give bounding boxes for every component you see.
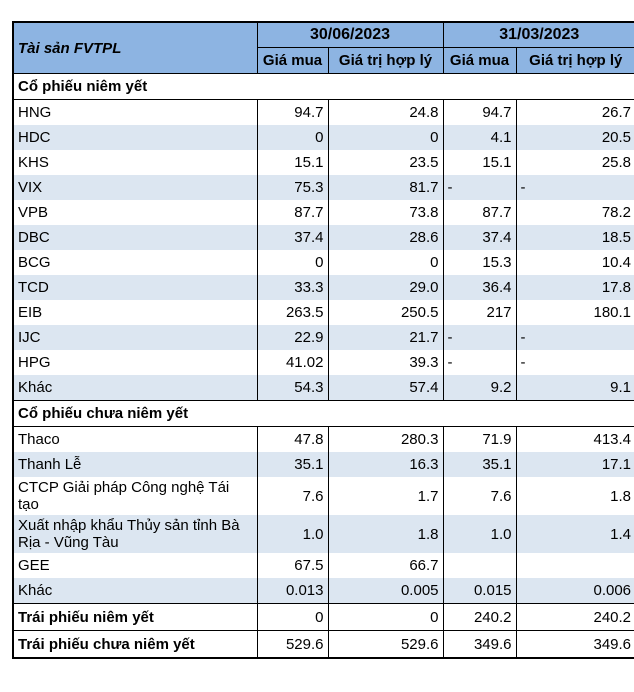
value-cell: 413.4: [516, 427, 634, 453]
table-row: [13, 631, 634, 659]
value-cell: -: [516, 175, 634, 200]
value-cell: 0.013: [257, 578, 328, 604]
table-row: [13, 452, 634, 477]
table-row: [13, 250, 634, 275]
value-cell: 21.7: [328, 325, 443, 350]
table-row: [13, 350, 634, 375]
value-cell: -: [516, 325, 634, 350]
value-cell: 23.5: [328, 150, 443, 175]
value-cell: 87.7: [257, 200, 328, 225]
table-row: [13, 578, 634, 604]
value-cell: 81.7: [328, 175, 443, 200]
period-header-30-06-2023: 30/06/2023: [257, 22, 443, 48]
value-cell: 47.8: [257, 427, 328, 453]
asset-label-cell: Thanh Lễ: [13, 452, 257, 477]
table-row: [13, 100, 634, 126]
asset-label-cell: GEE: [13, 553, 257, 578]
value-cell: 240.2: [516, 604, 634, 631]
table-header: [13, 22, 634, 74]
asset-label-cell: TCD: [13, 275, 257, 300]
asset-label-cell: VIX: [13, 175, 257, 200]
asset-label-cell: DBC: [13, 225, 257, 250]
value-cell: 1.8: [516, 477, 634, 515]
asset-label-cell: Xuất nhập khẩu Thủy sản tỉnh Bà Rịa - Vũng Tàu: [13, 515, 257, 553]
table-row: [13, 477, 634, 515]
value-cell: 280.3: [328, 427, 443, 453]
value-cell: 18.5: [516, 225, 634, 250]
table-row: [13, 125, 634, 150]
value-cell: 263.5: [257, 300, 328, 325]
value-cell: 25.8: [516, 150, 634, 175]
value-cell: 16.3: [328, 452, 443, 477]
value-cell: 39.3: [328, 350, 443, 375]
table-section: [13, 401, 634, 604]
value-cell: 36.4: [443, 275, 516, 300]
table-row: [13, 604, 634, 631]
value-cell: 20.5: [516, 125, 634, 150]
value-cell: 29.0: [328, 275, 443, 300]
value-cell: 0.005: [328, 578, 443, 604]
value-cell: -: [443, 325, 516, 350]
table-row: [13, 275, 634, 300]
asset-label-cell: HPG: [13, 350, 257, 375]
asset-label-cell: Khác: [13, 375, 257, 401]
value-cell: 78.2: [516, 200, 634, 225]
summary-section: [13, 604, 634, 659]
value-cell: [516, 553, 634, 578]
table-title: Tài sản FVTPL: [13, 22, 257, 74]
value-cell: 41.02: [257, 350, 328, 375]
value-cell: 1.0: [443, 515, 516, 553]
value-cell: 73.8: [328, 200, 443, 225]
asset-label-cell: HDC: [13, 125, 257, 150]
value-cell: 57.4: [328, 375, 443, 401]
value-cell: 54.3: [257, 375, 328, 401]
subcol-gia-mua-1: Giá mua: [257, 48, 328, 74]
value-cell: 0: [328, 125, 443, 150]
asset-label-cell: Trái phiếu niêm yết: [13, 604, 257, 631]
value-cell: 217: [443, 300, 516, 325]
value-cell: -: [516, 350, 634, 375]
value-cell: 529.6: [328, 631, 443, 659]
table-row: [13, 553, 634, 578]
value-cell: 15.1: [257, 150, 328, 175]
value-cell: 26.7: [516, 100, 634, 126]
value-cell: 0: [257, 125, 328, 150]
value-cell: 250.5: [328, 300, 443, 325]
asset-label-cell: Thaco: [13, 427, 257, 453]
value-cell: 28.6: [328, 225, 443, 250]
value-cell: 7.6: [257, 477, 328, 515]
value-cell: 94.7: [443, 100, 516, 126]
value-cell: 17.8: [516, 275, 634, 300]
asset-label-cell: EIB: [13, 300, 257, 325]
asset-label-cell: Trái phiếu chưa niêm yết: [13, 631, 257, 659]
table-row: [13, 427, 634, 453]
value-cell: 24.8: [328, 100, 443, 126]
value-cell: 0.006: [516, 578, 634, 604]
value-cell: 71.9: [443, 427, 516, 453]
table-section: [13, 74, 634, 401]
value-cell: 7.6: [443, 477, 516, 515]
asset-label-cell: HNG: [13, 100, 257, 126]
asset-label-cell: KHS: [13, 150, 257, 175]
value-cell: 33.3: [257, 275, 328, 300]
value-cell: 37.4: [443, 225, 516, 250]
asset-label-cell: CTCP Giải pháp Công nghệ Tái tạo: [13, 477, 257, 515]
value-cell: 1.4: [516, 515, 634, 553]
value-cell: 9.2: [443, 375, 516, 401]
value-cell: 349.6: [516, 631, 634, 659]
table-row: [13, 150, 634, 175]
table-row: [13, 200, 634, 225]
value-cell: 0: [328, 250, 443, 275]
subcol-gia-mua-2: Giá mua: [443, 48, 516, 74]
subcol-gia-tri-hop-ly-2: Giá trị hợp lý: [516, 48, 634, 74]
value-cell: 4.1: [443, 125, 516, 150]
section-header-label: Cổ phiếu niêm yết: [13, 74, 634, 100]
value-cell: 0: [257, 250, 328, 275]
value-cell: 180.1: [516, 300, 634, 325]
value-cell: 94.7: [257, 100, 328, 126]
value-cell: 9.1: [516, 375, 634, 401]
asset-label-cell: BCG: [13, 250, 257, 275]
table-row: [13, 375, 634, 401]
section-header-row: [13, 401, 634, 427]
asset-label-cell: IJC: [13, 325, 257, 350]
table-row: [13, 175, 634, 200]
value-cell: 22.9: [257, 325, 328, 350]
value-cell: 1.7: [328, 477, 443, 515]
value-cell: 240.2: [443, 604, 516, 631]
table-row: [13, 300, 634, 325]
value-cell: 75.3: [257, 175, 328, 200]
value-cell: 87.7: [443, 200, 516, 225]
value-cell: -: [443, 175, 516, 200]
fvtpl-table: [12, 21, 634, 659]
value-cell: 10.4: [516, 250, 634, 275]
value-cell: 37.4: [257, 225, 328, 250]
value-cell: 0: [257, 604, 328, 631]
value-cell: 529.6: [257, 631, 328, 659]
value-cell: 15.1: [443, 150, 516, 175]
value-cell: 0: [328, 604, 443, 631]
table-row: [13, 225, 634, 250]
section-header-label: Cổ phiếu chưa niêm yết: [13, 401, 634, 427]
period-header-31-03-2023: 31/03/2023: [443, 22, 634, 48]
value-cell: 67.5: [257, 553, 328, 578]
asset-label-cell: VPB: [13, 200, 257, 225]
value-cell: 0.015: [443, 578, 516, 604]
section-header-row: [13, 74, 634, 100]
value-cell: 1.8: [328, 515, 443, 553]
subcol-gia-tri-hop-ly-1: Giá trị hợp lý: [328, 48, 443, 74]
value-cell: 66.7: [328, 553, 443, 578]
value-cell: 17.1: [516, 452, 634, 477]
value-cell: 1.0: [257, 515, 328, 553]
value-cell: 35.1: [443, 452, 516, 477]
value-cell: -: [443, 350, 516, 375]
asset-label-cell: Khác: [13, 578, 257, 604]
table-row: [13, 325, 634, 350]
value-cell: 15.3: [443, 250, 516, 275]
period-header-row: [13, 22, 634, 48]
table-row: [13, 515, 634, 553]
value-cell: 349.6: [443, 631, 516, 659]
value-cell: [443, 553, 516, 578]
value-cell: 35.1: [257, 452, 328, 477]
